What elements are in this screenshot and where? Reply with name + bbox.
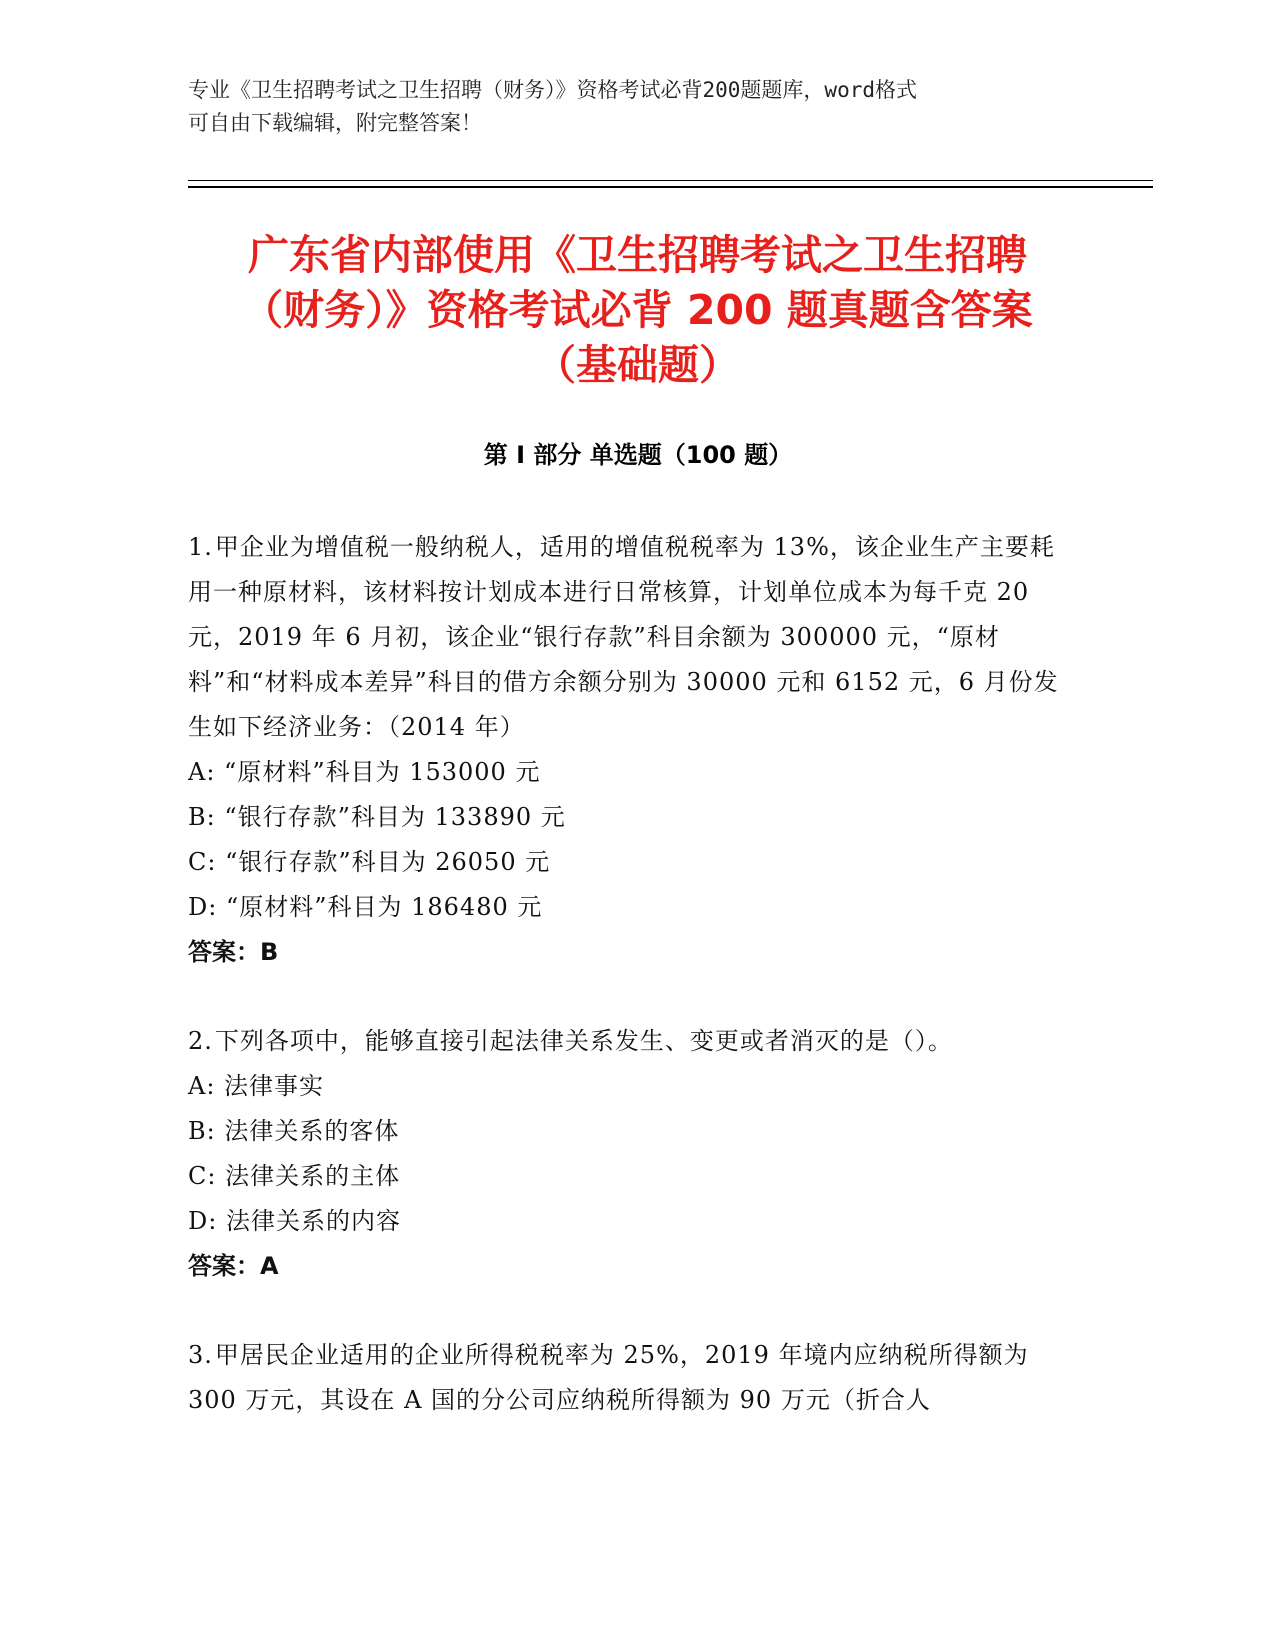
header-note-line-2: 可自由下载编辑，附完整答案！	[188, 111, 482, 135]
answer: 答案：B	[188, 938, 279, 966]
document-title-line-2: （财务）》资格考试必背 200 题真题含答案	[242, 286, 1033, 334]
question-1	[188, 525, 1068, 975]
option-a: A: “原材料”科目为 153000 元	[188, 758, 541, 786]
option-a: A: 法律事实	[188, 1072, 325, 1100]
question-text: 甲居民企业适用的企业所得税税率为 25%，2019 年境内应纳税所得额为 300 万元，其设在 A 国的分公司应纳税所得额为 90 万元（折合人	[188, 1341, 1029, 1414]
question-stem	[188, 1333, 1068, 1423]
document-title	[180, 228, 1095, 393]
answer: 答案：A	[188, 1252, 279, 1280]
header-note	[188, 74, 1068, 140]
option-d: D: “原材料”科目为 186480 元	[188, 893, 543, 921]
question-number: 3.	[188, 1341, 213, 1369]
header-rule-thick	[188, 186, 1153, 188]
question-list	[188, 525, 1068, 1467]
question-stem	[188, 1019, 1068, 1064]
question-3	[188, 1333, 1068, 1423]
question-text: 甲企业为增值税一般纳税人，适用的增值税税率为 13%，该企业生产主要耗用一种原材料，该材料按计划成本进行日常核算，计划单位成本为每千克 20 元，2019 年 6 月初，该企业“银行存款”科目余额为 300000 元，“原材料”和“材料成本差异”科目的借方余额分别为 30000 元和 6152 元，6 月份发生如下经济业务：（2014 年）	[188, 533, 1059, 741]
section-heading: 第 I 部分 单选题（100 题）	[483, 441, 793, 469]
question-number: 1.	[188, 533, 213, 561]
option-b: B: 法律关系的客体	[188, 1117, 400, 1145]
question-text: 下列各项中，能够直接引起法律关系发生、变更或者消灭的是（）。	[214, 1027, 953, 1055]
document-title-line-1: 广东省内部使用《卫生招聘考试之卫生招聘	[248, 231, 1027, 279]
option-c: C: 法律关系的主体	[188, 1162, 401, 1190]
option-b: B: “银行存款”科目为 133890 元	[188, 803, 566, 831]
question-2	[188, 1019, 1068, 1289]
document-title-line-3: （基础题）	[535, 341, 740, 389]
question-stem	[188, 525, 1068, 750]
option-c: C: “银行存款”科目为 26050 元	[188, 848, 551, 876]
option-d: D: 法律关系的内容	[188, 1207, 401, 1235]
header-rule-thin	[188, 180, 1153, 181]
header-note-line-1: 专业《卫生招聘考试之卫生招聘（财务）》资格考试必背200题题库，word格式	[188, 78, 917, 102]
question-number: 2.	[188, 1027, 213, 1055]
